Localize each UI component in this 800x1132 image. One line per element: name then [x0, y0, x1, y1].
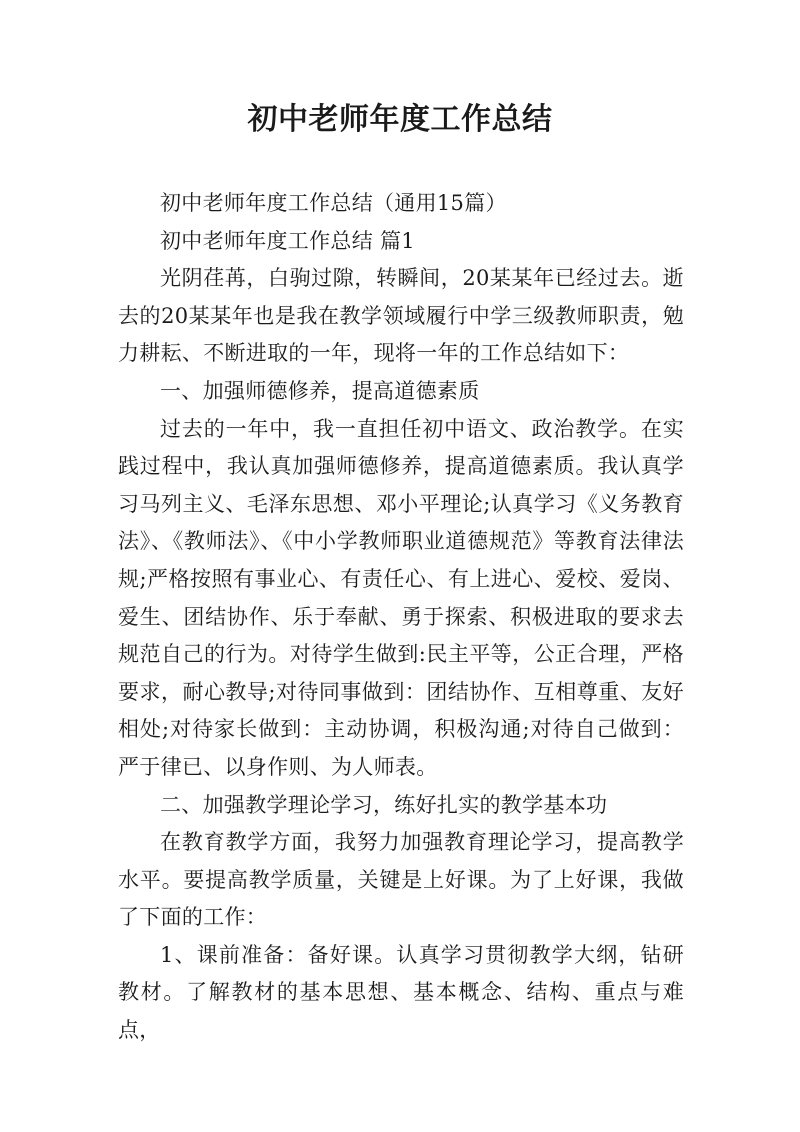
- section-heading: 初中老师年度工作总结 篇1: [160, 228, 415, 253]
- body-paragraph: 在教育教学方面，我努力加强教育理论学习，提高教学水平。要提高教学质量，关键是上好课。为了上好课，我做了下面的工作：: [118, 830, 684, 930]
- body-paragraph: 光阴荏苒，白驹过隙，转瞬间，20某某年已经过去。逝去的20某某年也是我在教学领域履行中学三级教师职责，勉力耕耘、不断进取的一年，现将一年的工作总结如下：: [118, 266, 684, 366]
- document-title: 初中老师年度工作总结: [247, 102, 553, 137]
- section-heading: 二、加强教学理论学习，练好扎实的教学基本功: [160, 792, 608, 817]
- subtitle-paragraph: 初中老师年度工作总结（通用15篇）: [160, 191, 507, 215]
- body-paragraph: 过去的一年中，我一直担任初中语文、政治教学。在实践过程中，我认真加强师德修养，提高道德素质。我认真学习马列主义、毛泽东思想、邓小平理论;认真学习《义务教育法》、《教师法》、《中小学教师职业道德规范》等教育法律法规;严格按照有事业心、有责任心、有上进心、爱校、爱岗、爱生、团结协作、乐于奉献、勇于探索、积极进取的要求去规范自己的行为。对待学生做到:民主平等，公正合理，严格要求，耐心教导;对待同事做到：团结协作、互相尊重、友好相处;对待家长做到：主动协调，积极沟通;对待自己做到：严于律已、以身作则、为人师表。: [118, 416, 684, 779]
- section-heading: 一、加强师德修养，提高道德素质: [160, 378, 480, 403]
- body-paragraph: 1、课前准备：备好课。认真学习贯彻教学大纲，钻研教材。了解教材的基本思想、基本概念、结构、重点与难点，: [118, 942, 684, 1043]
- document-body: [118, 185, 684, 1050]
